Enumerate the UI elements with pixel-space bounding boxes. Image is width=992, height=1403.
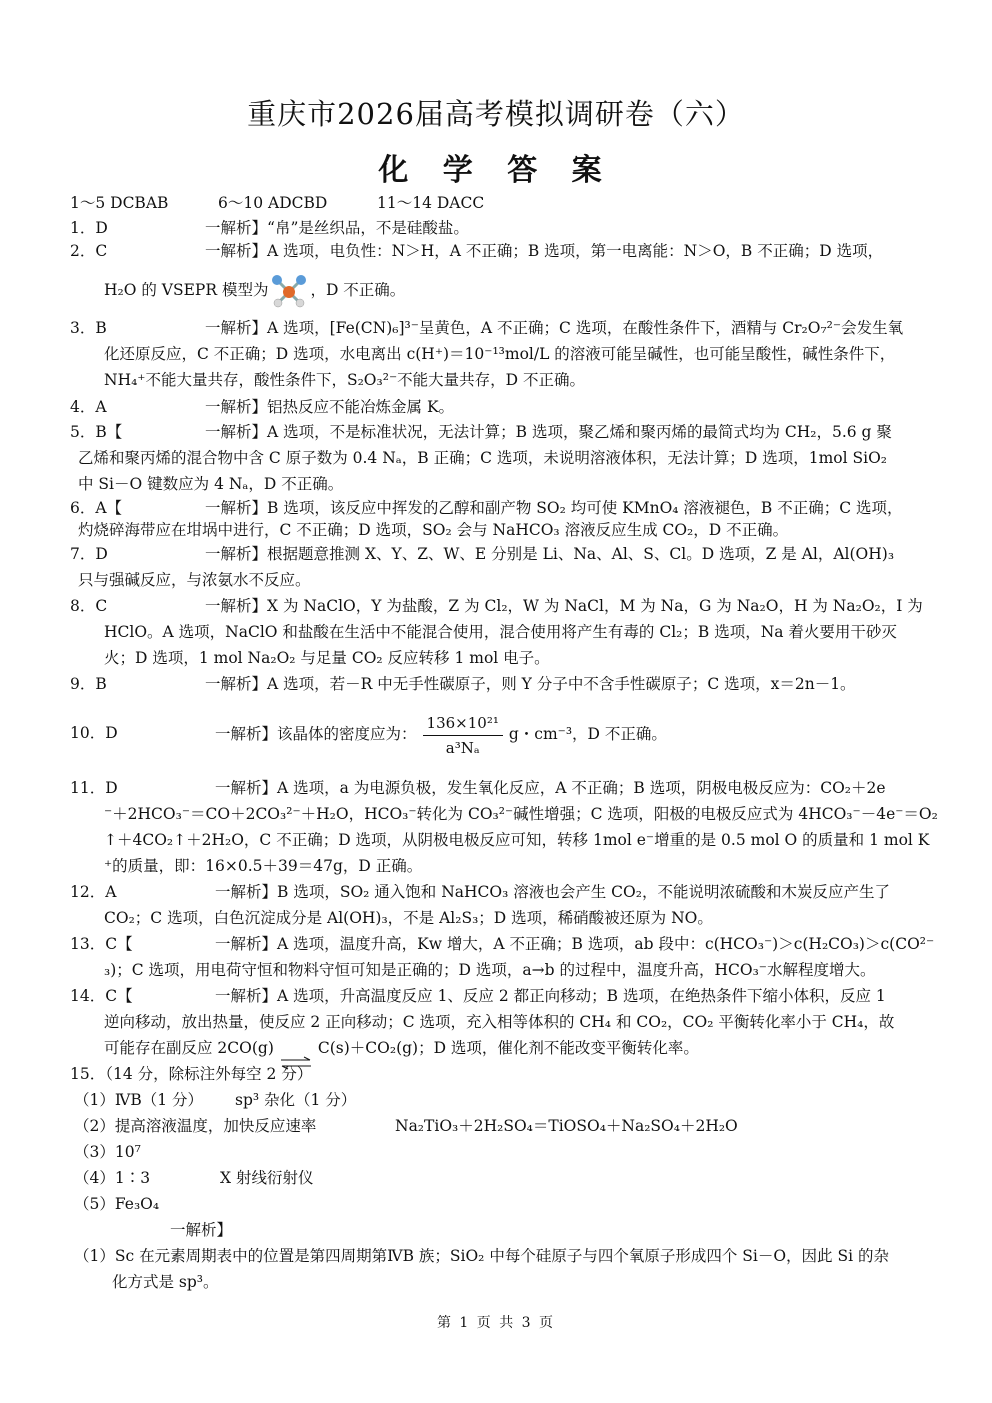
- q8-line-1: 一解析】X 为 NaClO，Y 为盐酸，Z 为 Cl₂，W 为 NaCl，M 为 Na，G 为 Na₂O，H 为 Na₂O₂，I 为: [205, 597, 923, 615]
- q15-answer-3: （3）10⁷: [74, 1143, 141, 1161]
- q14-line-3: 可能存在副反应 2CO(g) C(s)＋CO₂(g)；D 选项，催化剂不能改变平衡转化率。: [104, 1038, 699, 1058]
- q11-line-3: ↑＋4CO₂↑＋2H₂O，C 不正确；D 选项，从阴极电极反应可知，转移 1mol e⁻增重的是 0.5 mol O 的质量和 1 mol K: [104, 831, 930, 849]
- q10-explanation: 一解析】该晶体的密度应为： $\frac{\text{136×10²¹}}{\text{a³Nₐ}}$ g・cm⁻³，D 不正确。: [215, 713, 667, 757]
- explanation-label: 一解析】: [170, 1221, 233, 1239]
- q6-line-1: 一解析】B 选项，该反应中挥发的乙醇和副产物 SO₂ 均可使 KMnO₄ 溶液褪色，B 不正确；C 选项，: [205, 499, 903, 517]
- explanation-label: 一解析】: [215, 987, 278, 1005]
- q10-number: 10．D: [70, 724, 118, 742]
- q1-number: 1．D: [70, 219, 108, 237]
- q14-line-2: 逆向移动，放出热量，使反应 2 正向移动；C 选项，充入相等体积的 CH₄ 和 CO₂，CO₂ 平衡转化率小于 CH₄，故: [104, 1013, 895, 1031]
- q12-number: 12．A: [70, 883, 117, 901]
- q15-answer-2a: （2）提高溶液温度，加快反应速率: [74, 1117, 317, 1135]
- q2-line-1: 一解析】A 选项，电负性：N＞H，A 不正确；B 选项，第一电离能：N＞O，B 不正确；D 选项，: [205, 242, 884, 260]
- q13-line-1: 一解析】A 选项，温度升高，Kw 增大，A 不正确；B 选项，ab 段中：c(HCO₃⁻)＞c(H₂CO₃)＞c(CO²⁻: [215, 935, 935, 953]
- q12-line-2: CO₂；C 选项，白色沉淀成分是 Al(OH)₃，不是 Al₂S₃；D 选项，稀硝酸被还原为 NO。: [104, 909, 713, 927]
- q4-explanation: 一解析】铝热反应不能冶炼金属 K。: [205, 398, 455, 416]
- q15-answer-1a: （1）ⅣB（1 分）: [74, 1091, 204, 1109]
- q5-line-1: 一解析】A 选项，不是标准状况，无法计算；B 选项，聚乙烯和聚丙烯的最简式均为 CH₂，5.6 g 聚: [205, 423, 892, 441]
- explanation-label: 一解析】: [205, 242, 268, 260]
- explanation-label: 一解析】: [205, 219, 268, 237]
- q7-line-1: 一解析】根据题意推测 X、Y、Z、W、E 分别是 Li、Na、Al、S、Cl。D 选项，Z 是 Al，Al(OH)₃: [205, 545, 895, 563]
- explanation-label: 一解析】: [205, 545, 268, 563]
- vsepr-tetrahedral-model-icon: [270, 274, 308, 308]
- q15-answer-5: （5）Fe₃O₄: [74, 1195, 160, 1213]
- explanation-label: 一解析】: [215, 779, 278, 797]
- q11-number: 11．D: [70, 779, 118, 797]
- q3-line-2: 化还原反应，C 不正确；D 选项，水电离出 c(H⁺)＝10⁻¹³mol/L 的溶液可能呈碱性，也可能呈酸性，碱性条件下，: [104, 345, 896, 363]
- explanation-label: 一解析】: [205, 597, 268, 615]
- explanation-label: 一解析】: [205, 398, 268, 416]
- q15-heading: 15．（14 分，除标注外每空 2 分）: [70, 1065, 313, 1083]
- q1-text: “帛”是丝织品，不是硅酸盐。: [267, 219, 469, 237]
- q1-explanation: [205, 218, 469, 238]
- q5-line-2: 乙烯和聚丙烯的混合物中含 C 原子数为 0.4 Nₐ，B 正确；C 选项，未说明溶液体积，无法计算；D 选项，1mol SiO₂: [78, 449, 887, 467]
- q15-answer-1b: sp³ 杂化（1 分）: [235, 1091, 357, 1109]
- q15-answer-2b: Na₂TiO₃＋2H₂SO₄＝TiOSO₄＋Na₂SO₄＋2H₂O: [395, 1117, 738, 1135]
- page-footer: 第 1 页 共 3 页: [436, 1315, 556, 1331]
- q13-line-2: ₃)；C 选项，用电荷守恒和物料守恒可知是正确的；D 选项，a→b 的过程中，温度升高，HCO₃⁻水解程度增大。: [104, 961, 876, 979]
- q15-explanation-line-2: 化方式是 sp³。: [112, 1273, 219, 1291]
- page-title: 重庆市2026届高考模拟调研卷（六）: [247, 97, 745, 131]
- q11-line-1: 一解析】A 选项，a 为电源负极，发生氧化反应，A 不正确；B 选项，阴极电极反应为：CO₂＋2e: [215, 779, 886, 797]
- explanation-label: 一解析】: [205, 423, 268, 441]
- q7-line-2: 只与强碱反应，与浓氨水不反应。: [78, 571, 311, 589]
- q8-number: 8．C: [70, 597, 108, 615]
- answer-summary-group-2: 6～10 ADCBD: [218, 194, 328, 212]
- q2-line-2: H₂O 的 VSEPR 模型为 ，D 不正确。: [104, 273, 405, 308]
- q9-number: 9．B: [70, 675, 107, 693]
- q14-line-1: 一解析】A 选项，升高温度反应 1、反应 2 都正向移动；B 选项，在绝热条件下缩小体积，反应 1: [215, 987, 886, 1005]
- q11-line-4: ⁺的质量，即：16×0.5＋39＝47g，D 正确。: [104, 857, 423, 875]
- q3-line-3: NH₄⁺不能大量共存，酸性条件下，S₂O₃²⁻不能大量共存，D 不正确。: [104, 371, 585, 389]
- q15-explanation-line-1: （1）Sc 在元素周期表中的位置是第四周期第ⅣB 族；SiO₂ 中每个硅原子与四个氧原子形成四个 Si－O，因此 Si 的杂: [74, 1247, 889, 1265]
- q6-number: 6．A【: [70, 499, 123, 517]
- q12-line-1: 一解析】B 选项，SO₂ 通入饱和 NaHCO₃ 溶液也会产生 CO₂，不能说明浓硫酸和木炭反应产生了: [215, 883, 890, 901]
- q11-line-2: ⁻＋2HCO₃⁻＝CO＋2CO₃²⁻＋H₂O，HCO₃⁻转化为 CO₃²⁻碱性增强；C 选项，阳极的电极反应式为 4HCO₃⁻－4e⁻＝O₂: [104, 805, 938, 823]
- q8-line-2: HClO。A 选项，NaClO 和盐酸在生活中不能混合使用，混合使用将产生有毒的 Cl₂；B 选项，Na 着火要用干砂灭: [104, 623, 897, 641]
- explanation-label: 一解析】: [215, 935, 278, 953]
- q3-line-1: 一解析】A 选项，[Fe(CN)₆]³⁻呈黄色，A 不正确；C 选项，在酸性条件下，酒精与 Cr₂O₇²⁻会发生氧: [205, 319, 904, 337]
- q14-number: 14．C【: [70, 987, 133, 1005]
- explanation-label: 一解析】: [215, 883, 278, 901]
- q8-line-3: 火；D 选项，1 mol Na₂O₂ 与足量 CO₂ 反应转移 1 mol 电子。: [104, 649, 550, 667]
- q15-answer-4a: （4）1∶3: [74, 1169, 151, 1187]
- density-fraction: [423, 713, 503, 758]
- explanation-label: 一解析】: [205, 675, 268, 693]
- q3-number: 3．B: [70, 319, 107, 337]
- q2-number: 2．C: [70, 242, 108, 260]
- q4-number: 4．A: [70, 398, 107, 416]
- q5-line-3: 中 Si－O 键数应为 4 Nₐ，D 不正确。: [78, 475, 344, 493]
- answer-summary-group-3: 11～14 DACC: [377, 194, 485, 212]
- fraction-numerator: 136×10²¹: [423, 713, 503, 736]
- q15-answer-4b: X 射线衍射仪: [220, 1169, 314, 1187]
- explanation-label: 一解析】: [205, 499, 268, 517]
- q13-number: 13．C【: [70, 935, 133, 953]
- q6-line-2: 灼烧碎海带应在坩埚中进行，C 不正确；D 选项，SO₂ 会与 NaHCO₃ 溶液反应生成 CO₂，D 不正确。: [78, 521, 789, 539]
- answer-summary-group-1: 1～5 DCBAB: [70, 194, 169, 212]
- fraction-denominator: a³Nₐ: [445, 738, 480, 757]
- q9-explanation: 一解析】A 选项，若－R 中无手性碳原子，则 Y 分子中不含手性碳原子；C 选项，x＝2n－1。: [205, 675, 856, 693]
- explanation-label: 一解析】: [215, 725, 278, 743]
- q7-number: 7．D: [70, 545, 108, 563]
- page-subtitle: 化 学 答 案: [378, 153, 614, 188]
- q5-number: 5．B【: [70, 423, 123, 441]
- explanation-label: 一解析】: [205, 319, 268, 337]
